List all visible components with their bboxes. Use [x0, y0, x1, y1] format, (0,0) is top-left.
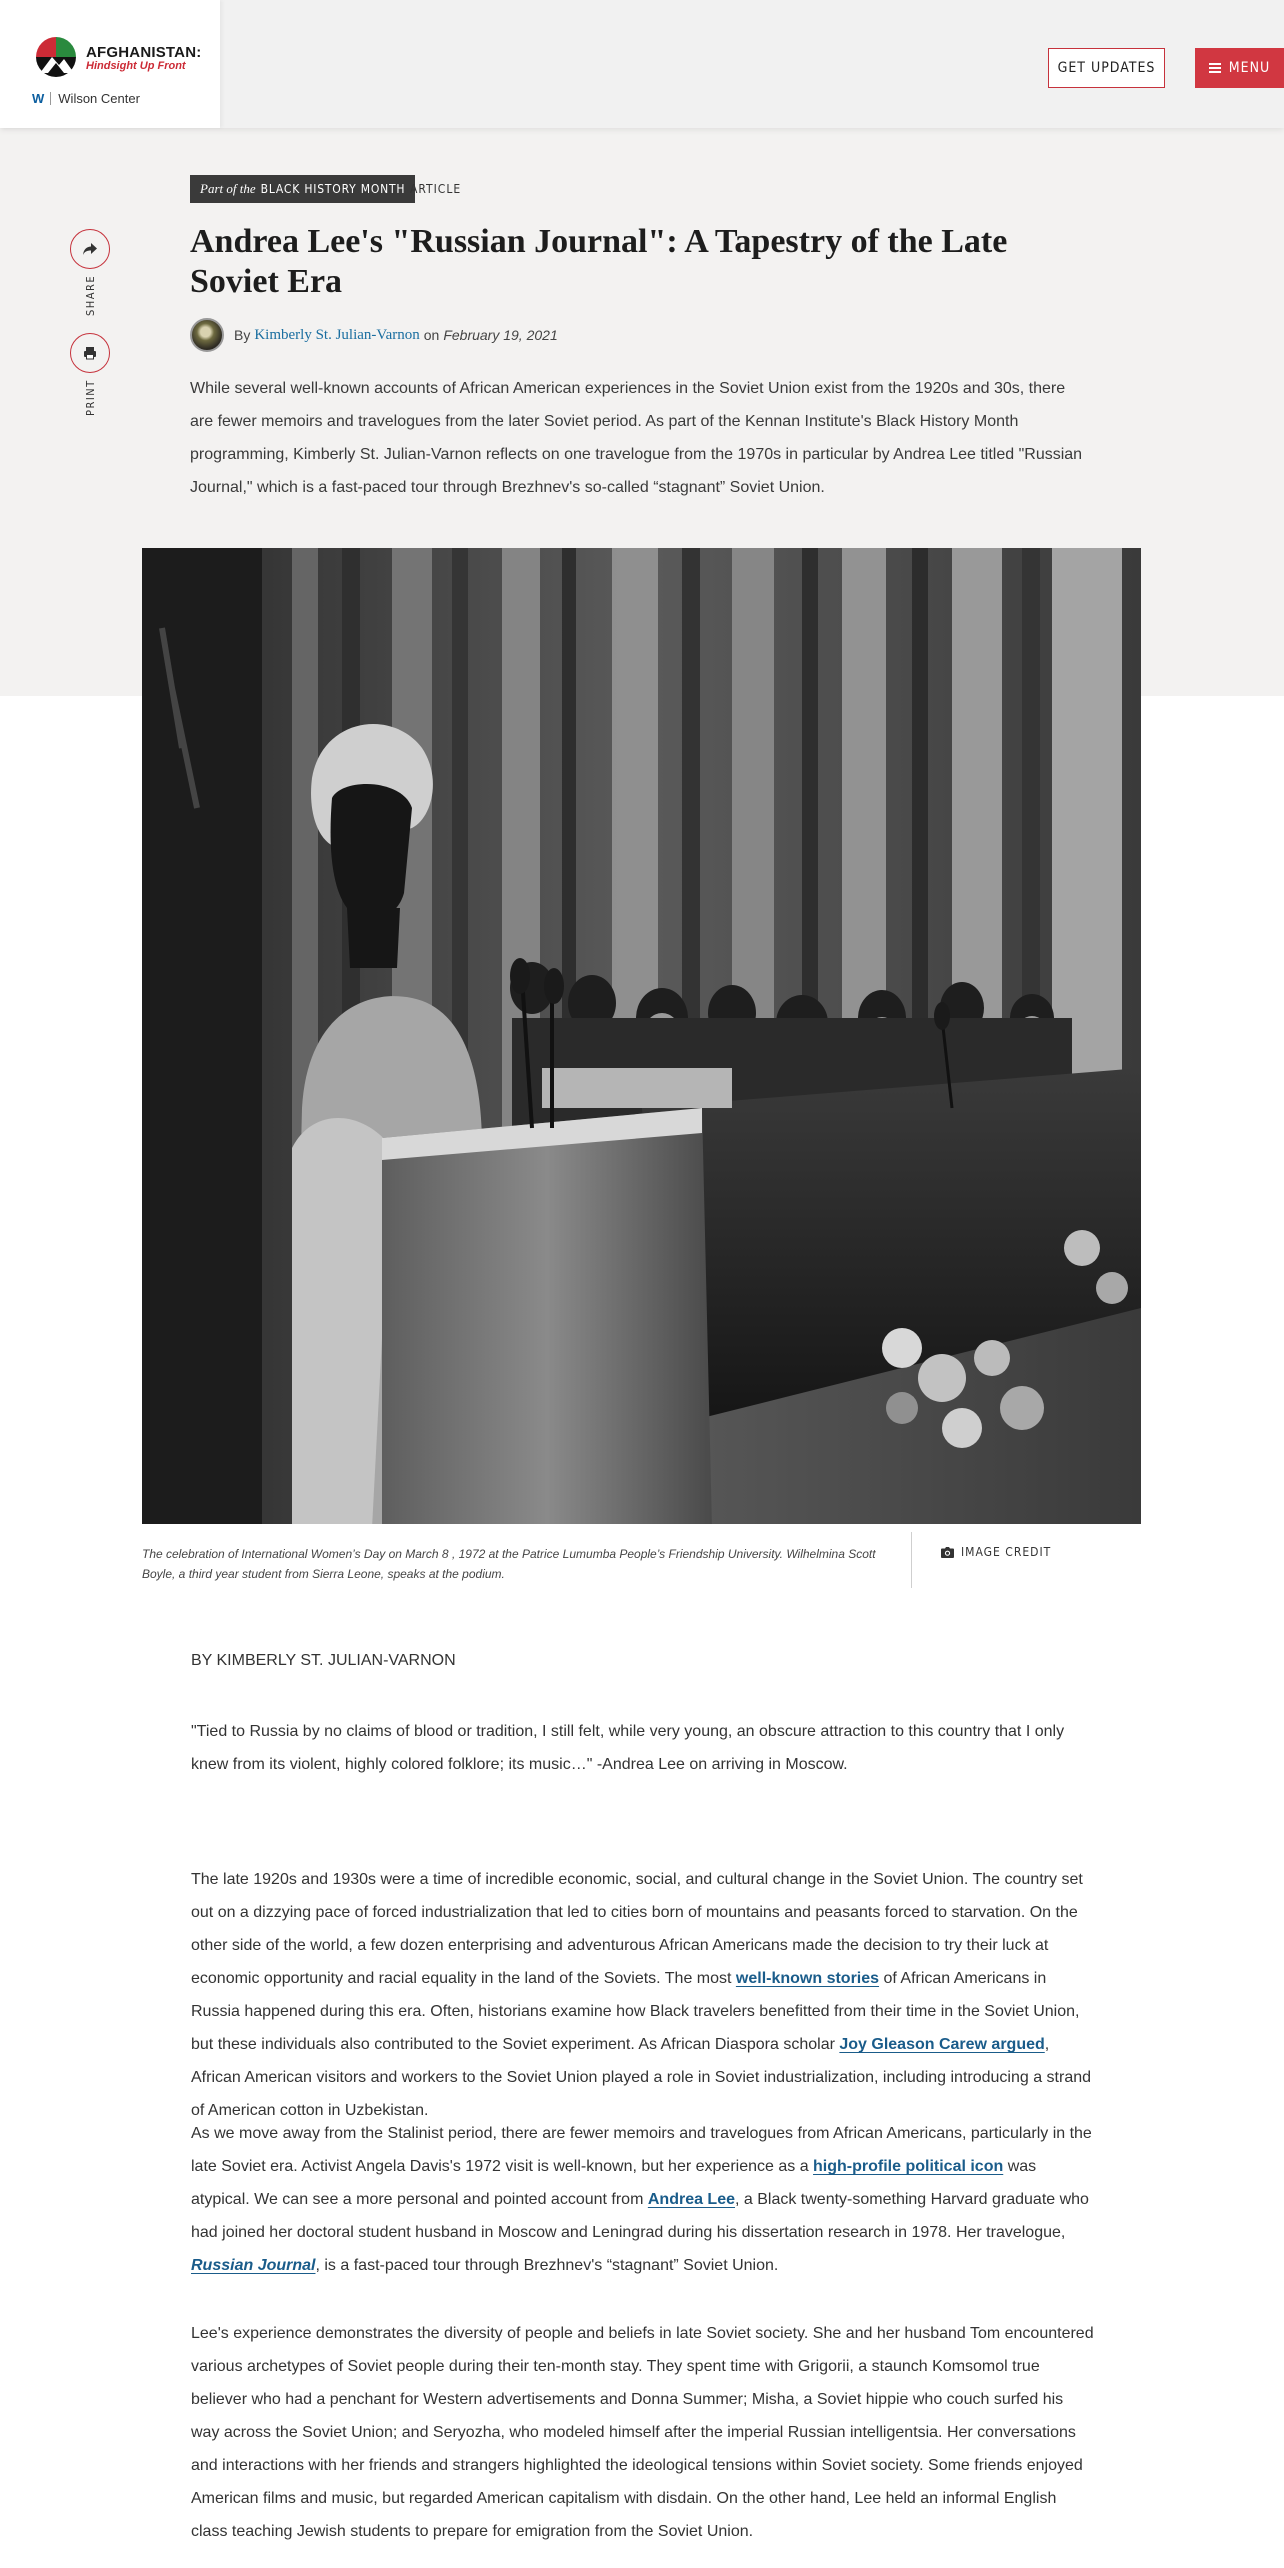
share-icon	[82, 242, 98, 256]
paragraph-2-text: , African American visitors and workers to the Soviet Union played a role in Soviet industrialization, including introducing a strand of American cotton in Uzbekistan.	[191, 2036, 1092, 2119]
paragraph-2-text: of African Americans in Russia happened during this era. Often, historians examine how Black travelers benefitted from their time in the Soviet Union, but these individuals also contributed to the Soviet experiment. As African Diaspora scholar	[191, 1970, 1080, 2053]
link-high-profile-political-icon[interactable]: high-profile political icon	[813, 2158, 1004, 2175]
wilson-center-link[interactable]	[32, 91, 140, 106]
author-link[interactable]: Kimberly St. Julian-Varnon	[254, 326, 420, 343]
paragraph-3	[191, 2117, 1094, 2282]
series-tag[interactable]	[190, 175, 415, 203]
article-intro: While several well-known accounts of African American experiences in the Soviet Union exist from the 1920s and 30s, there are fewer memoirs and travelogues from the later Soviet period. As part of the Kennan Institute's Black History Month programming, Kimberly St. Julian-Varnon reflects on one travelogue from the 1970s in particular by Andrea Lee titled "Russian Journal," which is a fast-paced tour through Brezhnev's so-called “stagnant” Soviet Union.	[190, 380, 1083, 496]
paragraph-4: Lee's experience demonstrates the diversity of people and beliefs in late Soviet society. She and her husband Tom encountered various archetypes of Soviet people during their ten-month stay. They spent time with Grigorii, a staunch Komsomol true believer who had a penchant for Western advertisements and Donna Summer; Misha, a Soviet hippie who couch surfed his way across the Soviet Union; and Seryozha, who modeled himself after the imperial Russian intelligentsia. Her conversations and interactions with her friends and strangers highlighted the ideological tensions within Soviet society. Some friends enjoyed American films and music, but regarded American capitalism with disdain. On the other hand, Lee held an informal English class teaching Jewish students to prepare for emigration from the Soviet Union.	[191, 2325, 1094, 2540]
share-label: SHARE	[84, 274, 97, 316]
afghanistan-logo-icon[interactable]	[32, 33, 80, 81]
paragraph-3-text: was atypical. We can see a more personal and pointed account from	[191, 2158, 1037, 2208]
get-updates-button[interactable]: GET UPDATES	[1048, 48, 1165, 88]
wilson-center-logo-icon: W	[32, 91, 45, 106]
logo-subtitle[interactable]: Hindsight Up Front	[86, 60, 186, 72]
brand-area	[0, 0, 220, 128]
print-icon	[83, 346, 97, 360]
hamburger-icon	[1209, 63, 1221, 73]
byline-by: By	[234, 327, 251, 343]
paragraph-2-text: The late 1920s and 1930s were a time of incredible economic, social, and cultural change in the Soviet Union. The country set out on a dizzying pace of forced industrialization that led to cities born of mountains and peasants forced to starvation. On the other side of the world, a few dozen enterprising and adventurous African Americans made the decision to try their luck at economic opportunity and racial equality in the land of the Soviets. The most	[191, 1871, 1083, 1987]
print-label: PRINT	[84, 379, 97, 416]
divider	[50, 92, 51, 105]
article-byline-caps: BY KIMBERLY ST. JULIAN-VARNON	[191, 1652, 456, 1669]
byline-on: on	[423, 327, 440, 343]
link-russian-journal[interactable]: Russian Journal	[191, 2257, 316, 2274]
byline	[190, 318, 558, 352]
opening-quote: "Tied to Russia by no claims of blood or tradition, I still felt, while very young, an obscure attraction to this country that I only knew from its violent, highly colored folklore; its music…" -Andrea Lee on arriving in Moscow.	[191, 1723, 1065, 1773]
menu-label: MENU	[1228, 60, 1271, 76]
content-type-label: ARTICLE	[410, 182, 462, 196]
podium-speaker-photo	[142, 548, 1141, 1524]
paragraph-3-text: , is a fast-paced tour through Brezhnev's “stagnant” Soviet Union.	[315, 2257, 779, 2274]
publish-date: February 19, 2021	[443, 327, 558, 343]
paragraph-3-text: , a Black twenty-something Harvard graduate who had joined her doctoral student husband in Moscow and Leningrad during his dissertation research in 1978. Her travelogue,	[191, 2191, 1089, 2241]
caption-divider	[911, 1532, 912, 1588]
photo-caption: The celebration of International Women’s Day on March 8 , 1972 at the Patrice Lumumba People’s Friendship University. Wilhelmina Scott Boyle, a third year student from Sierra Leone, speaks at the podium.	[142, 1547, 876, 1581]
org-name: Wilson Center	[58, 91, 140, 106]
site-header	[0, 0, 1284, 128]
share-button[interactable]	[70, 229, 110, 269]
series-tag-prefix: Part of the	[200, 181, 256, 196]
article-title: Andrea Lee's "Russian Journal": A Tapestry of the Late Soviet Era	[190, 223, 1008, 300]
paragraph-3-text: As we move away from the Stalinist period, there are fewer memoirs and travelogues from African Americans, particularly in the late Soviet era. Activist Angela Davis's 1972 visit is well-known, but her experience as a	[191, 2125, 1092, 2175]
logo-title[interactable]: AFGHANISTAN:	[86, 44, 202, 61]
article-photo	[142, 548, 1141, 1524]
print-button[interactable]	[70, 333, 110, 373]
image-credit-label: IMAGE CREDIT	[961, 1545, 1052, 1559]
image-credit-button[interactable]	[941, 1545, 1051, 1559]
camera-icon	[941, 1547, 954, 1558]
menu-button[interactable]	[1195, 48, 1284, 88]
link-joy-gleason-carew[interactable]: Joy Gleason Carew argued	[839, 2036, 1045, 2053]
paragraph-2	[191, 1863, 1094, 2127]
link-andrea-lee[interactable]: Andrea Lee	[647, 2191, 735, 2208]
series-tag-name: BLACK HISTORY MONTH	[260, 182, 406, 196]
author-avatar[interactable]	[190, 318, 224, 352]
link-well-known-stories[interactable]: well-known stories	[735, 1970, 880, 1987]
